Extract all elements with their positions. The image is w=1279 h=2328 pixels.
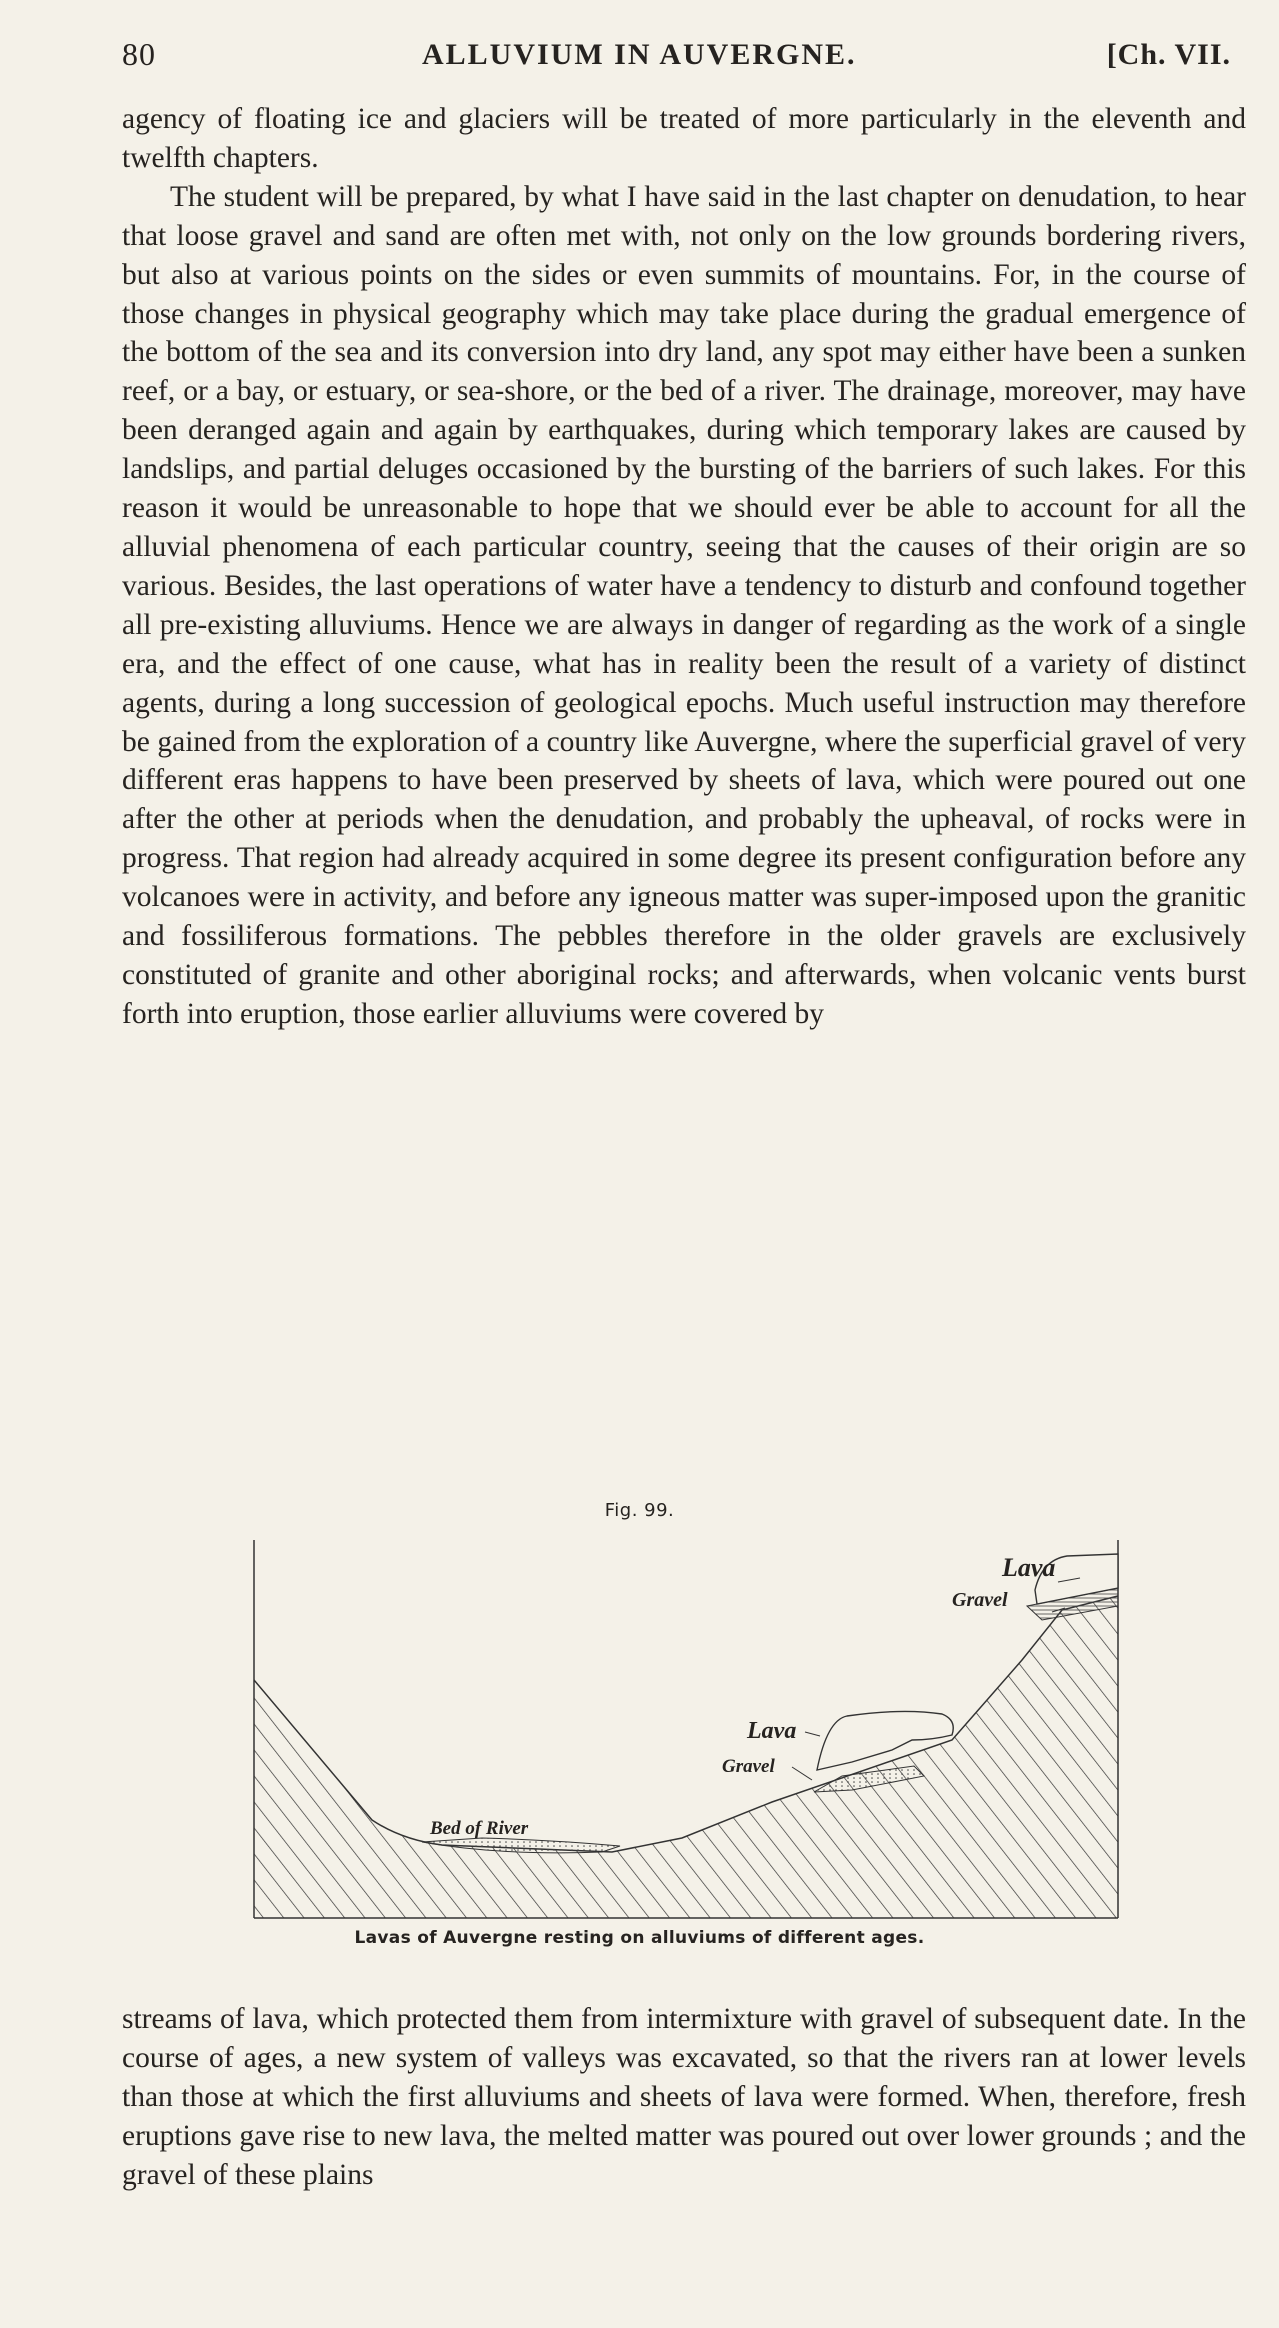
paragraph-continued: agency of floating ice and glaciers will be treated of more particularly in the eleventh and twelfth chapters.	[122, 103, 1246, 174]
label-gravel-middle: Gravel	[722, 1756, 775, 1777]
chapter-label: [Ch. VII.	[1106, 38, 1231, 71]
running-title: ALLUVIUM IN AUVERGNE.	[422, 38, 857, 71]
body-text-lower: streams of lava, which protected them from intermixture with gravel of subsequent date. In the course of ages, a new system of valleys was excavated, so that the rivers ran at lower levels than those at which the first alluviums and sheets of lava were formed. When, therefore, fresh eruptions gave rise to new lava, the melted matter was poured out over lower grounds ; and the gravel of these plains	[122, 2003, 1246, 2191]
body-text-upper	[122, 100, 1246, 1034]
label-gravel-upper: Gravel	[952, 1589, 1008, 1611]
label-lava-upper: Lava	[1002, 1553, 1056, 1582]
figure-caption: Lavas of Auvergne resting on alluviums of different ages.	[354, 1928, 925, 1948]
label-bed-of-river: Bed of River	[430, 1818, 529, 1839]
page-number: 80	[122, 36, 156, 72]
figure-99-diagram	[252, 1540, 1122, 1925]
figure-number: Fig. 99.	[604, 1500, 675, 1521]
rock-hatched-section	[254, 1596, 1118, 1918]
label-lava-middle: Lava	[747, 1718, 797, 1744]
paragraph-main: The student will be prepared, by what I have said in the last chapter on denudation, to hear that loose gravel and sand are often met with, not only on the low grounds bordering rivers, but also at various points on the sides or even summits of mountains. For, in the course of those changes in physical geography which may take place during the gradual emergence of the bottom of the sea and its conversion into dry land, any spot may either have been a sunken reef, or a bay, or estuary, or sea-shore, or the bed of a river. The drainage, moreover, may have been deranged again and again by earthquakes, during which temporary lakes are caused by landslips, and partial deluges occasioned by the bursting of the barriers of such lakes. For this reason it would be unreasonable to hope that we should ever be able to account for all the alluvial phenomena of each particular country, seeing that the causes of their origin are so various. Besides, the last operations of water have a tendency to disturb and confound together all pre-existing alluviums. Hence we are always in danger of regarding as the work of a single era, and the effect of one cause, what has in reality been the result of a variety of distinct agents, during a long succession of geological epochs. Much useful instruction may therefore be gained from the exploration of a country like Auvergne, where the superficial gravel of very different eras happens to have been preserved by sheets of lava, which were poured out one after the other at periods when the denudation, and probably the upheaval, of rocks were in progress. That region had already acquired in some degree its present configuration before any volcanoes were in activity, and before any igneous matter was super-imposed upon the granitic and fossiliferous formations. The pebbles therefore in the older gravels are exclusively constituted of granite and other aboriginal rocks; and afterwards, when volcanic vents burst forth into eruption, those earlier alluviums were covered by	[122, 180, 1246, 1030]
running-header	[122, 36, 1231, 88]
